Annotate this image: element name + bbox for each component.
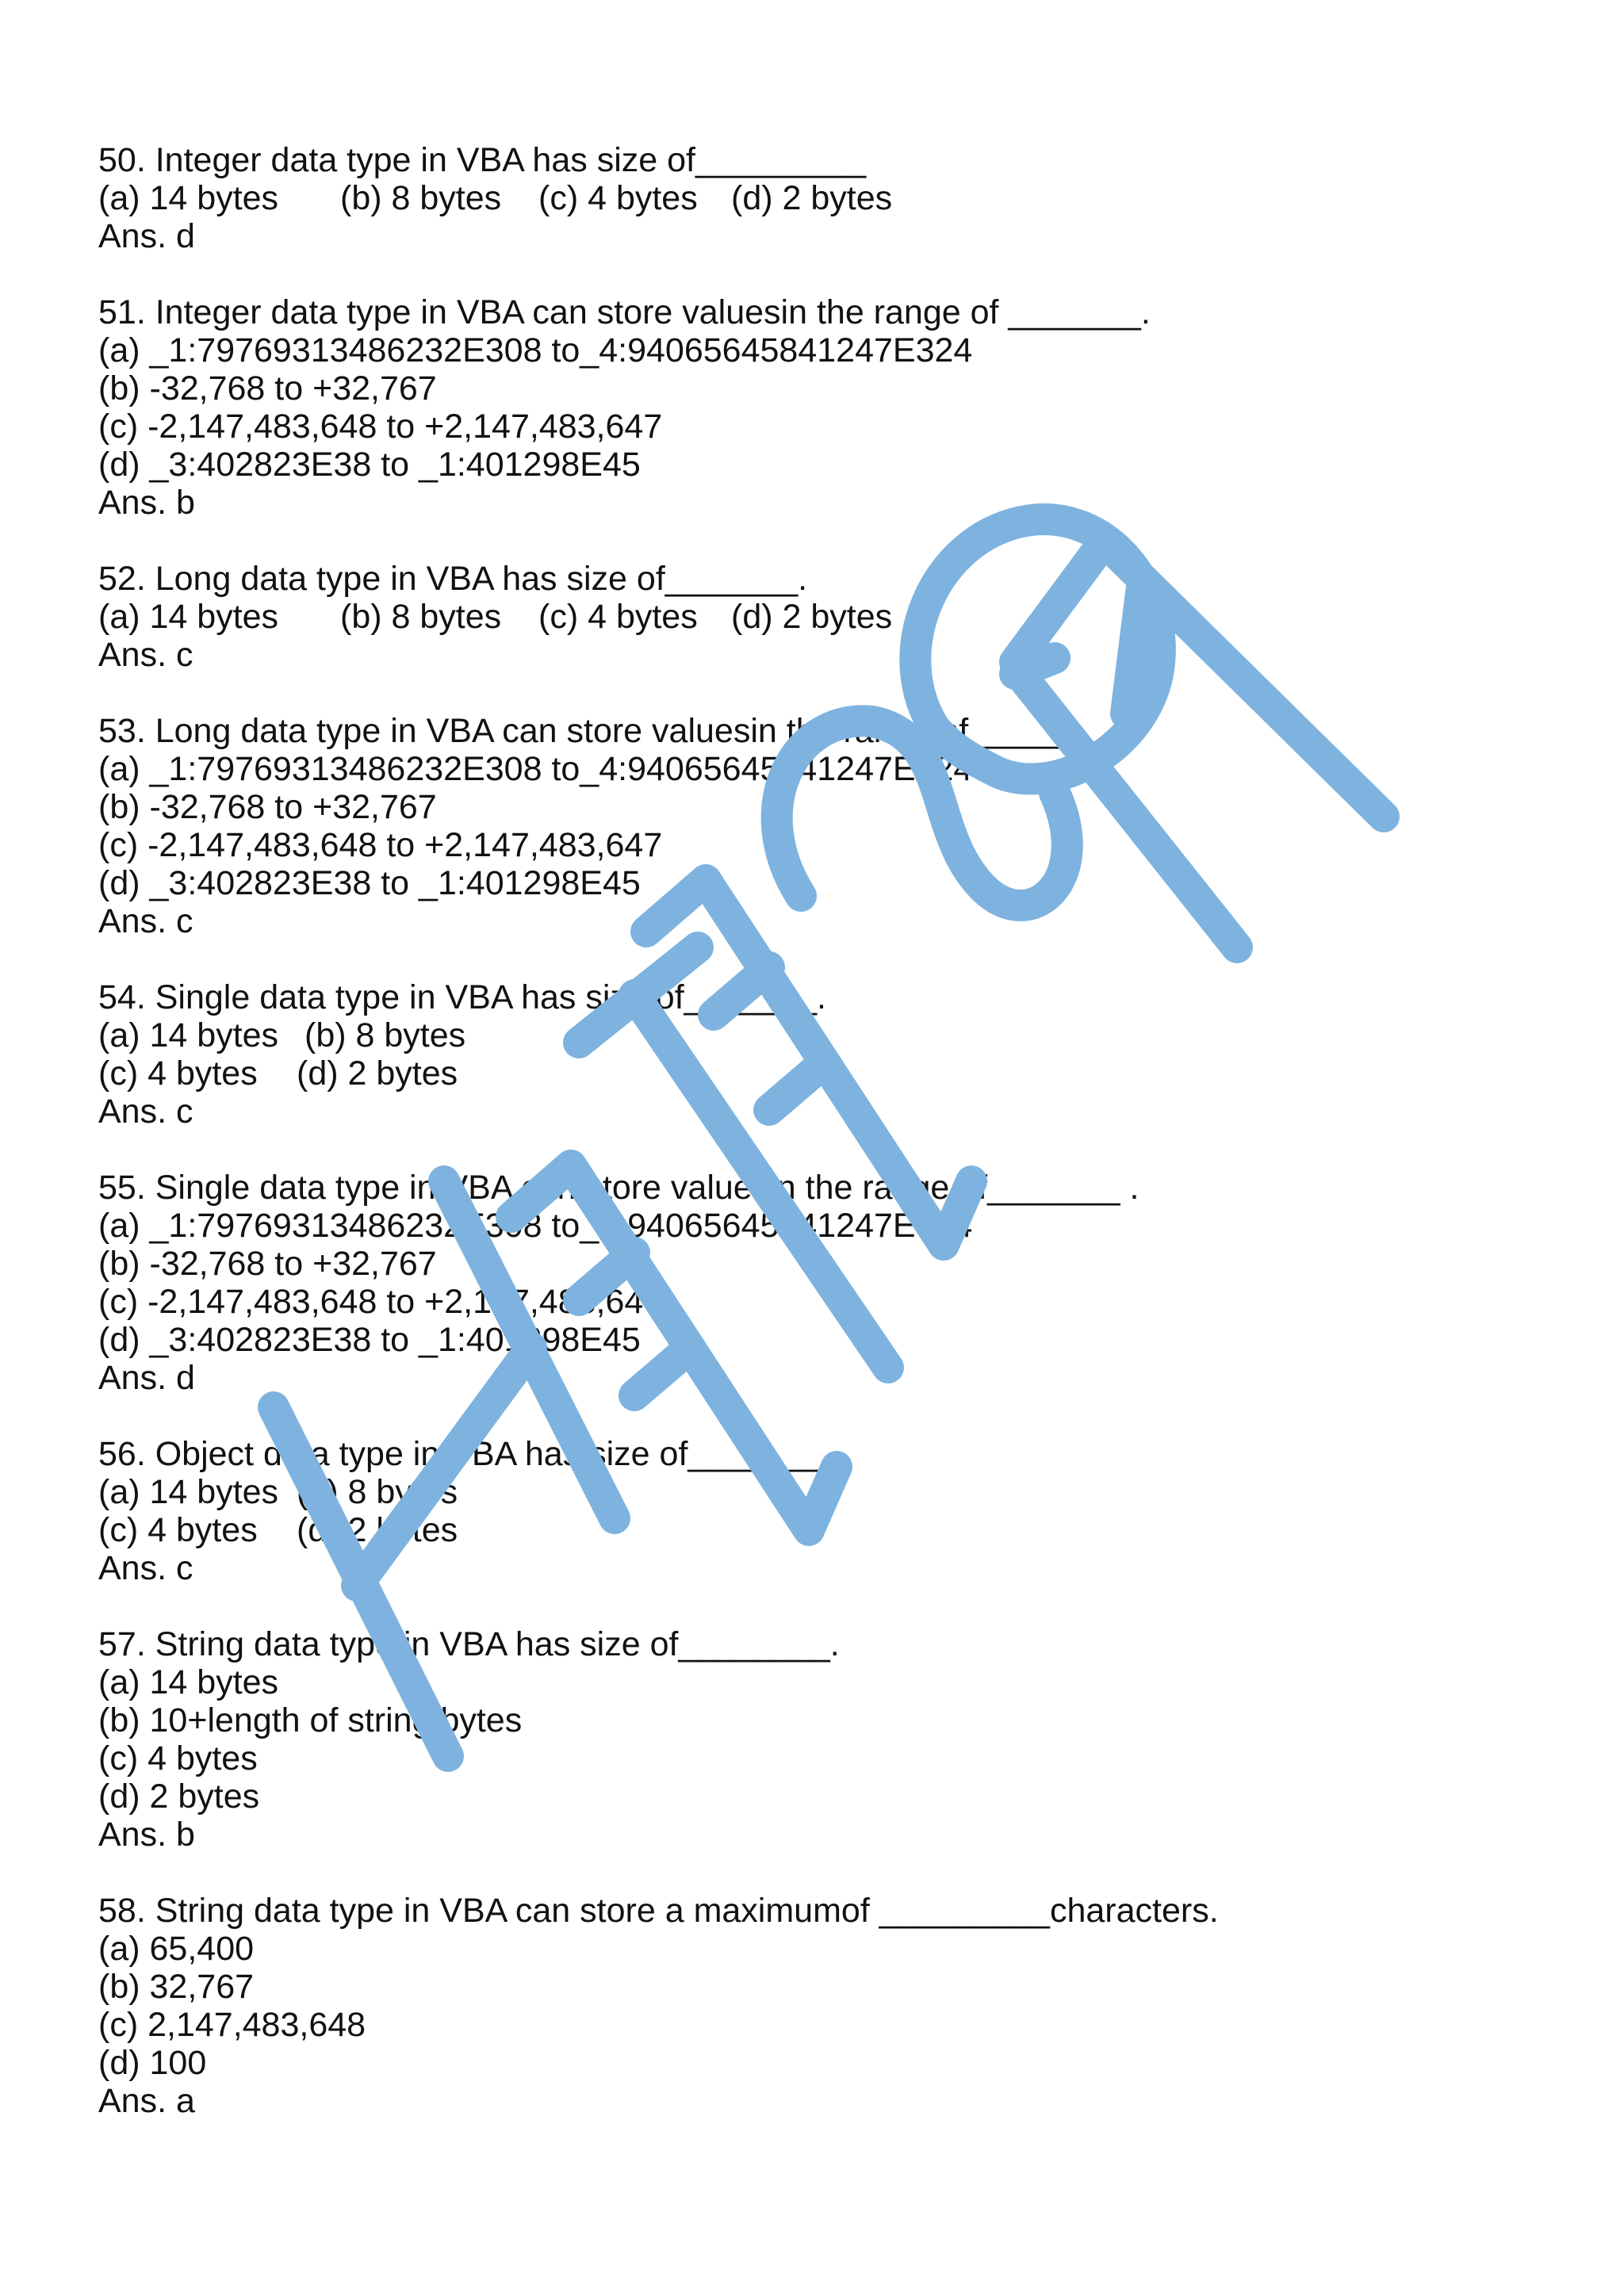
- answer-option: (a) 14 bytes: [98, 179, 279, 217]
- options-row: [98, 1511, 1526, 1549]
- answer-option: (c) 4 bytes: [98, 1054, 258, 1093]
- answer-option: (a) 65,400: [98, 1930, 255, 1968]
- answer-option: (d) 2 bytes: [297, 1511, 458, 1549]
- options-row: [98, 598, 1526, 636]
- answer-option: (c) 4 bytes: [538, 598, 698, 636]
- answer-option: (a) 14 bytes: [98, 598, 279, 636]
- question-stem: 58. String data type in VBA can store a maximumof _________characters.: [98, 1892, 1219, 1930]
- answer-key: Ans. c: [98, 1093, 193, 1131]
- question-stem: 55. Single data type in VBA can store valuesin the range of_______ .: [98, 1169, 1139, 1207]
- answer-option: (b) -32,768 to +32,767: [98, 369, 437, 408]
- answer-key: Ans. d: [98, 1359, 195, 1397]
- question-block: [98, 141, 1526, 255]
- question-block: [98, 560, 1526, 674]
- answer-option: (b) 8 bytes: [340, 179, 502, 217]
- answer-option: (a) 14 bytes: [98, 1473, 279, 1511]
- options-row: [98, 179, 1526, 217]
- answer-key: Ans. c: [98, 902, 193, 940]
- answer-option: (b) 10+length of string bytes: [98, 1701, 523, 1739]
- answer-option: (b) 8 bytes: [304, 1016, 466, 1054]
- question-block: [98, 1169, 1526, 1397]
- answer-key: Ans. c: [98, 1549, 193, 1587]
- answer-option: (d) _3:402823E38 to _1:401298E45: [98, 864, 641, 902]
- answer-option: (a) _1:79769313486232E308 to_4:94065645841247E324: [98, 1207, 973, 1245]
- answer-option: (d) 2 bytes: [731, 179, 893, 217]
- answer-option: (b) -32,768 to +32,767: [98, 788, 437, 826]
- answer-option: (c) 4 bytes: [98, 1739, 258, 1777]
- answer-option: (a) _1:79769313486232E308 to_4:94065645841247E324: [98, 750, 973, 788]
- answer-option: (c) -2,147,483,648 to +2,147,483,647: [98, 408, 663, 446]
- answer-option: (b) 32,767: [98, 1968, 255, 2006]
- answer-option: (d) _3:402823E38 to _1:401298E45: [98, 446, 641, 484]
- question-block: [98, 1435, 1526, 1587]
- question-block: [98, 1625, 1526, 1854]
- answer-option: (a) 14 bytes: [98, 1016, 279, 1054]
- answer-key: Ans. c: [98, 636, 193, 674]
- question-block: [98, 712, 1526, 940]
- answer-option: (b) 8 bytes: [340, 598, 502, 636]
- answer-option: (d) _3:402823E38 to _1:401298E45: [98, 1321, 641, 1359]
- answer-option: (b) 8 bytes: [297, 1473, 458, 1511]
- answer-key: Ans. b: [98, 1816, 195, 1854]
- question-stem: 54. Single data type in VBA has size of_______.: [98, 978, 826, 1016]
- answer-option: (c) 4 bytes: [98, 1511, 258, 1549]
- options-row: [98, 1473, 1526, 1511]
- answer-option: (a) 14 bytes: [98, 1663, 279, 1701]
- question-stem: 57. String data type in VBA has size of________.: [98, 1625, 840, 1663]
- options-row: [98, 1016, 1526, 1054]
- question-stem: 52. Long data type in VBA has size of_______.: [98, 560, 808, 598]
- question-stem: 51. Integer data type in VBA can store valuesin the range of _______.: [98, 293, 1151, 331]
- answer-option: (c) -2,147,483,648 to +2,147,483,647: [98, 1283, 663, 1321]
- answer-key: Ans. a: [98, 2082, 195, 2120]
- question-stem: 53. Long data type in VBA can store valuesin the range of________ .: [98, 712, 1139, 750]
- answer-option: (b) -32,768 to +32,767: [98, 1245, 437, 1283]
- answer-option: (d) 2 bytes: [731, 598, 893, 636]
- question-stem: 56. Object data type in VBA has size of_______.: [98, 1435, 830, 1473]
- answer-option: (c) -2,147,483,648 to +2,147,483,647: [98, 826, 663, 864]
- answer-option: (a) _1:79769313486232E308 to_4:94065645841247E324: [98, 331, 973, 369]
- answer-option: (c) 4 bytes: [538, 179, 698, 217]
- answer-option: (d) 2 bytes: [98, 1777, 260, 1816]
- question-stem: 50. Integer data type in VBA has size of_________: [98, 141, 867, 179]
- answer-option: (d) 2 bytes: [297, 1054, 458, 1093]
- answer-key: Ans. d: [98, 217, 195, 255]
- options-row: [98, 1054, 1526, 1093]
- answer-option: (d) 100: [98, 2044, 207, 2082]
- question-block: [98, 978, 1526, 1131]
- question-block: [98, 1892, 1526, 2120]
- question-block: [98, 293, 1526, 522]
- question-list: [98, 141, 1526, 2120]
- answer-key: Ans. b: [98, 484, 195, 522]
- answer-option: (c) 2,147,483,648: [98, 2006, 366, 2044]
